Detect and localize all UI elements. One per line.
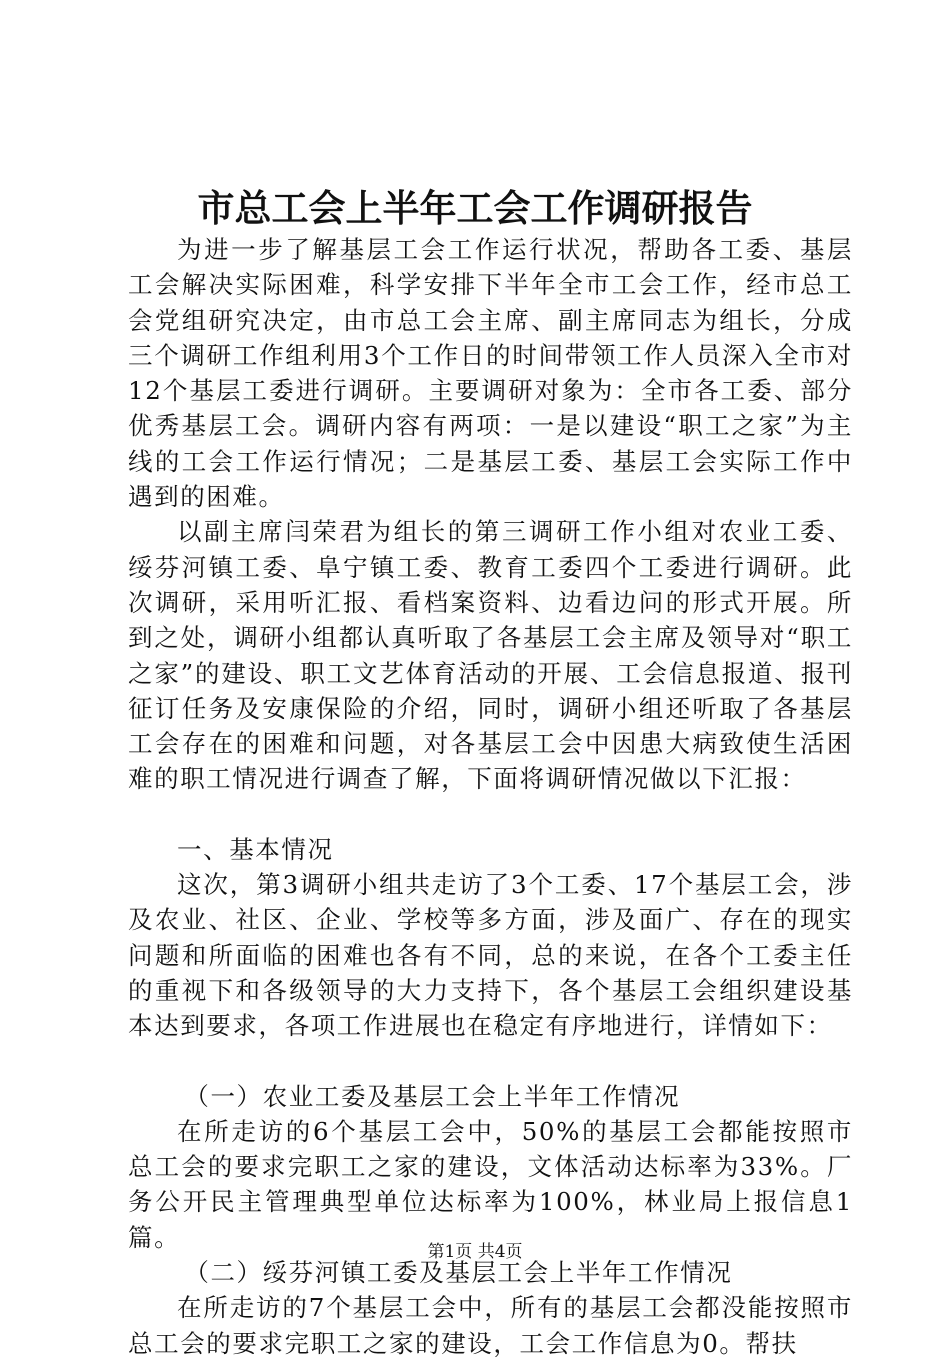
subsection-heading-suifenhe: （二）绥芬河镇工委及基层工会上半年工作情况 — [184, 1258, 733, 1288]
document-title: 市总工会上半年工会工作调研报告 — [197, 186, 753, 230]
team-paragraph: 以副主席闫荣君为组长的第三调研工作小组对农业工委、绥芬河镇工委、阜宁镇工委、教育工委四个工委进行调研。此次调研，采用听汇报、看档案资料、边看边问的形式开展。所到之处，调研小组都认真听取了各基层工会主席及领导对“职工之家”的建设、职工文艺体育活动的开展、工会信息报道、报刊征订任务及安康保险的介绍，同时，调研小组还听取了各基层工会存在的困难和问题，对各基层工会中因患大病致使生活困难的职工情况进行调查了解，下面将调研情况做以下汇报： — [128, 517, 853, 794]
section-heading-basic-situation: 一、基本情况 — [177, 834, 334, 864]
suifenhe-paragraph: 在所走访的7个基层工会中，所有的基层工会都没能按照市总工会的要求完职工之家的建设，工会工作信息为0。帮扶 — [128, 1293, 853, 1358]
subsection-heading-agriculture: （一）农业工委及基层工会上半年工作情况 — [184, 1081, 681, 1111]
page-footer: 第1页 共4页 — [427, 1242, 523, 1262]
agriculture-paragraph: 在所走访的6个基层工会中，50%的基层工会都能按照市总工会的要求完职工之家的建设，文体活动达标率为33%。厂务公开民主管理典型单位达标率为100%，林业局上报信息1篇。 — [128, 1116, 853, 1252]
basic-situation-paragraph: 这次，第3调研小组共走访了3个工委、17个基层工会，涉及农业、社区、企业、学校等多方面，涉及面广、存在的现实问题和所面临的困难也各有不同，总的来说，在各个工委主任的重视下和各级领导的大力支持下，各个基层工会组织建设基本达到要求，各项工作进展也在稳定有序地进行，详情如下： — [128, 870, 853, 1041]
document-body — [128, 232, 853, 1361]
intro-paragraph: 为进一步了解基层工会工作运行状况，帮助各工委、基层工会解决实际困难，科学安排下半年全市工会工作，经市总工会党组研究决定，由市总工会主席、副主席同志为组长，分成三个调研工作组利用3个工作日的时间带领工作人员深入全市对12个基层工委进行调研。主要调研对象为：全市各工委、部分优秀基层工会。调研内容有两项：一是以建设“职工之家”为主线的工会工作运行情况；二是基层工委、基层工会实际工作中遇到的困难。 — [128, 235, 853, 512]
